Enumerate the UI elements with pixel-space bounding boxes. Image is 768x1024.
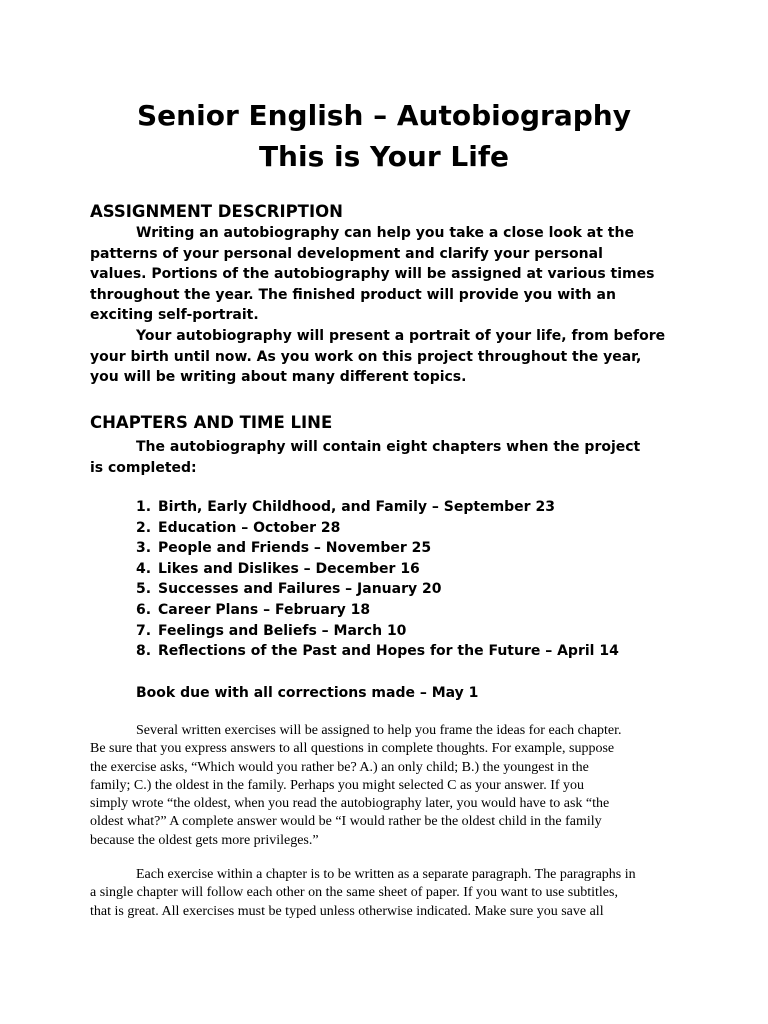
document-subtitle: This is Your Life <box>258 140 510 173</box>
exercises-paragraph-1 <box>90 722 690 850</box>
list-number: 1. <box>136 499 152 515</box>
book-due-date: Book due with all corrections made – May 1 <box>136 685 479 701</box>
exercises-paragraph-2 <box>90 866 690 921</box>
text-line: The autobiography will contain eight chapters when the project <box>136 439 641 455</box>
text-line: Your autobiography will present a portrait of your life, from before <box>136 327 666 344</box>
text-line: throughout the year. The finished product will provide you with an <box>90 286 616 303</box>
text-line: is completed: <box>90 459 197 476</box>
list-item-text: Likes and Dislikes – December 16 <box>158 560 420 577</box>
list-item <box>136 600 619 621</box>
list-item-text: Successes and Failures – January 20 <box>158 581 442 598</box>
document-title: Senior English – Autobiography <box>137 99 631 132</box>
text-line: family; C.) the oldest in the family. Perhaps you might selected C as your answer. If you <box>90 777 585 793</box>
text-line: your birth until now. As you work on this project throughout the year, <box>90 348 642 365</box>
text-line: because the oldest gets more privileges.” <box>90 832 319 848</box>
text-line: Several written exercises will be assigned to help you frame the ideas for each chapter. <box>136 723 622 738</box>
list-item-text: Education – October 28 <box>158 519 341 536</box>
chapters-heading: CHAPTERS AND TIME LINE <box>90 413 333 432</box>
list-item <box>136 579 619 600</box>
text-line: simply wrote “the oldest, when you read the autobiography later, you would have to ask “the <box>90 796 610 812</box>
list-number: 7. <box>136 622 152 639</box>
text-line: exciting self-portrait. <box>90 307 259 324</box>
text-line: patterns of your personal development and clarify your personal <box>90 245 603 262</box>
list-number: 3. <box>136 540 152 557</box>
text-line: oldest what?” A complete answer would be “I would rather be the oldest child in the family <box>90 814 602 830</box>
list-item-text: Birth, Early Childhood, and Family – September 23 <box>158 499 555 515</box>
list-item <box>136 538 619 559</box>
chapters-intro <box>90 437 690 478</box>
list-item <box>136 641 619 662</box>
text-line: Writing an autobiography can help you take a close look at the <box>136 225 634 241</box>
text-line: the exercise asks, “Which would you rather be? A.) an only child; B.) the youngest in the <box>90 759 589 775</box>
chapter-list <box>136 497 619 662</box>
list-item <box>136 559 619 580</box>
list-number: 6. <box>136 601 152 618</box>
text-line: Each exercise within a chapter is to be written as a separate paragraph. The paragraphs in <box>136 867 636 882</box>
list-item-text: People and Friends – November 25 <box>158 540 432 557</box>
list-item-text: Career Plans – February 18 <box>158 601 371 618</box>
list-item-text: Feelings and Beliefs – March 10 <box>158 622 407 639</box>
text-line: that is great. All exercises must be typed unless otherwise indicated. Make sure you save all <box>90 903 604 919</box>
list-number: 5. <box>136 581 152 598</box>
assignment-description <box>90 223 690 388</box>
list-item <box>136 518 619 539</box>
assignment-heading: ASSIGNMENT DESCRIPTION <box>90 202 343 221</box>
text-line: a single chapter will follow each other on the same sheet of paper. If you want to use subtitles, <box>90 885 618 901</box>
list-number: 8. <box>136 643 152 660</box>
text-line: you will be writing about many different topics. <box>90 369 467 386</box>
text-line: Be sure that you express answers to all questions in complete thoughts. For example, suppose <box>90 741 615 757</box>
list-item <box>136 497 619 518</box>
list-item <box>136 621 619 642</box>
list-item-text: Reflections of the Past and Hopes for the Future – April 14 <box>158 643 619 660</box>
text-line: values. Portions of the autobiography will be assigned at various times <box>90 266 655 283</box>
list-number: 4. <box>136 560 152 577</box>
list-number: 2. <box>136 519 152 536</box>
